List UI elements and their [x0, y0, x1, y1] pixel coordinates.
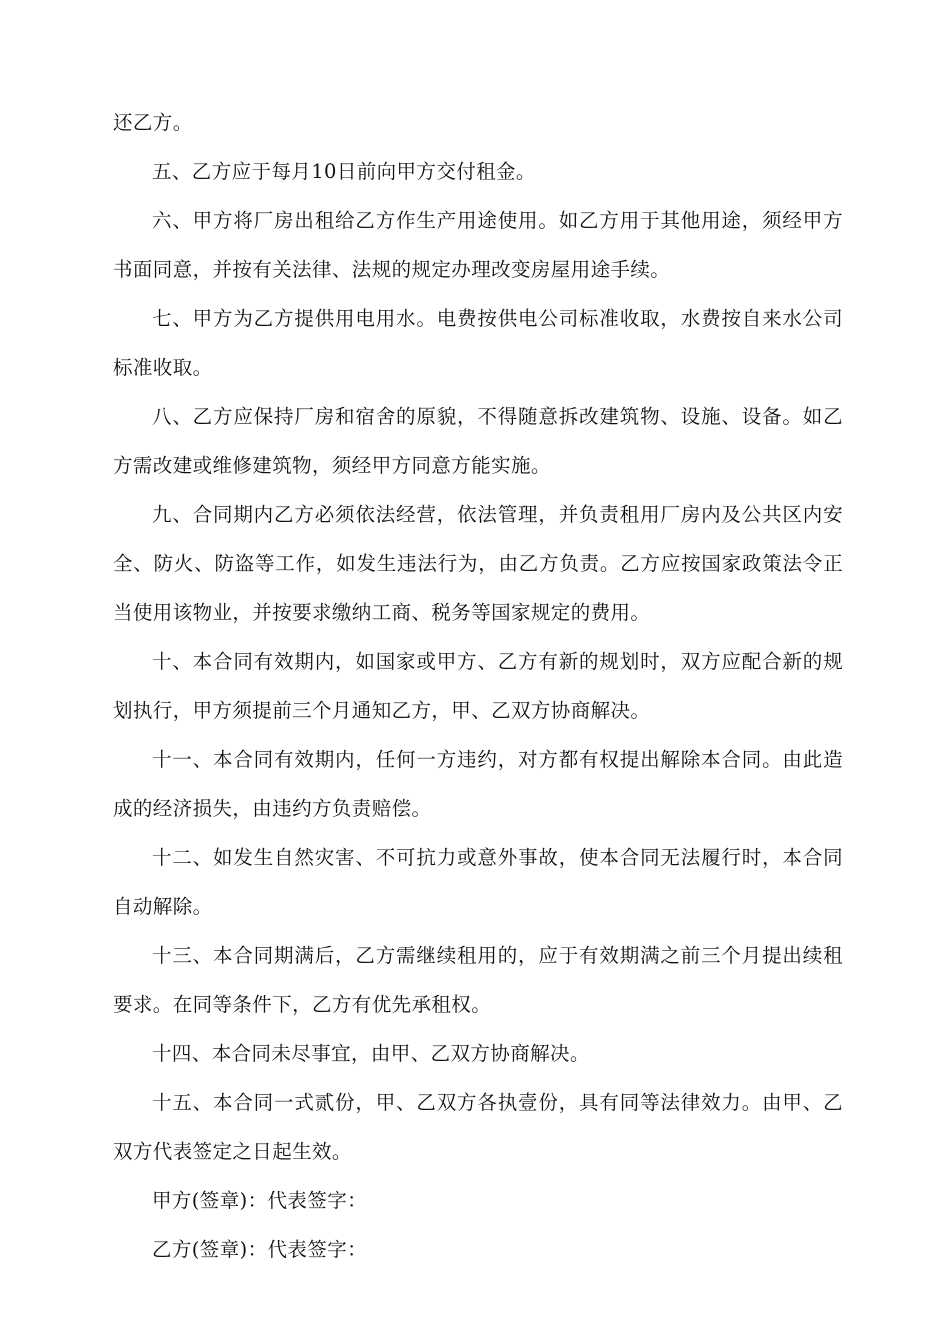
clause-9: 九、合同期内乙方必须依法经营，依法管理，并负责租用厂房内及公共区内安全、防火、防盗等工作，如发生违法行为，由乙方负责。乙方应按国家政策法令正当使用该物业，并按要求缴纳工商、税务等国家规定的费用。 [113, 503, 843, 624]
clause-13: 十三、本合同期满后，乙方需继续租用的，应于有效期满之前三个月提出续租要求。在同等条件下，乙方有优先承租权。 [113, 944, 843, 1016]
party-a-signature-line: 甲方(签章)：代表签字： [152, 1189, 368, 1212]
clause-11: 十一、本合同有效期内，任何一方违约，对方都有权提出解除本合同。由此造成的经济损失，由违约方负责赔偿。 [113, 748, 843, 820]
clause-10: 十、本合同有效期内，如国家或甲方、乙方有新的规划时，双方应配合新的规划执行，甲方须提前三个月通知乙方，甲、乙双方协商解决。 [113, 650, 843, 722]
paragraph-continuation: 还乙方。 [113, 111, 193, 134]
clause-12: 十二、如发生自然灾害、不可抗力或意外事故，使本合同无法履行时，本合同自动解除。 [113, 846, 843, 918]
clause-14: 十四、本合同未尽事宜，由甲、乙双方协商解决。 [152, 1042, 590, 1065]
clause-8: 八、乙方应保持厂房和宿舍的原貌，不得随意拆改建筑物、设施、设备。如乙方需改建或维修建筑物，须经甲方同意方能实施。 [113, 405, 843, 477]
document-body [113, 98, 843, 1274]
clause-15: 十五、本合同一式贰份，甲、乙双方各执壹份，具有同等法律效力。由甲、乙双方代表签定之日起生效。 [113, 1091, 843, 1163]
clause-5: 五、乙方应于每月10日前向甲方交付租金。 [152, 160, 536, 183]
clause-7: 七、甲方为乙方提供用电用水。电费按供电公司标准收取，水费按自来水公司标准收取。 [113, 307, 843, 379]
party-b-signature-line: 乙方(签章)：代表签字： [152, 1238, 368, 1261]
clause-6: 六、甲方将厂房出租给乙方作生产用途使用。如乙方用于其他用途，须经甲方书面同意，并按有关法律、法规的规定办理改变房屋用途手续。 [113, 209, 843, 281]
